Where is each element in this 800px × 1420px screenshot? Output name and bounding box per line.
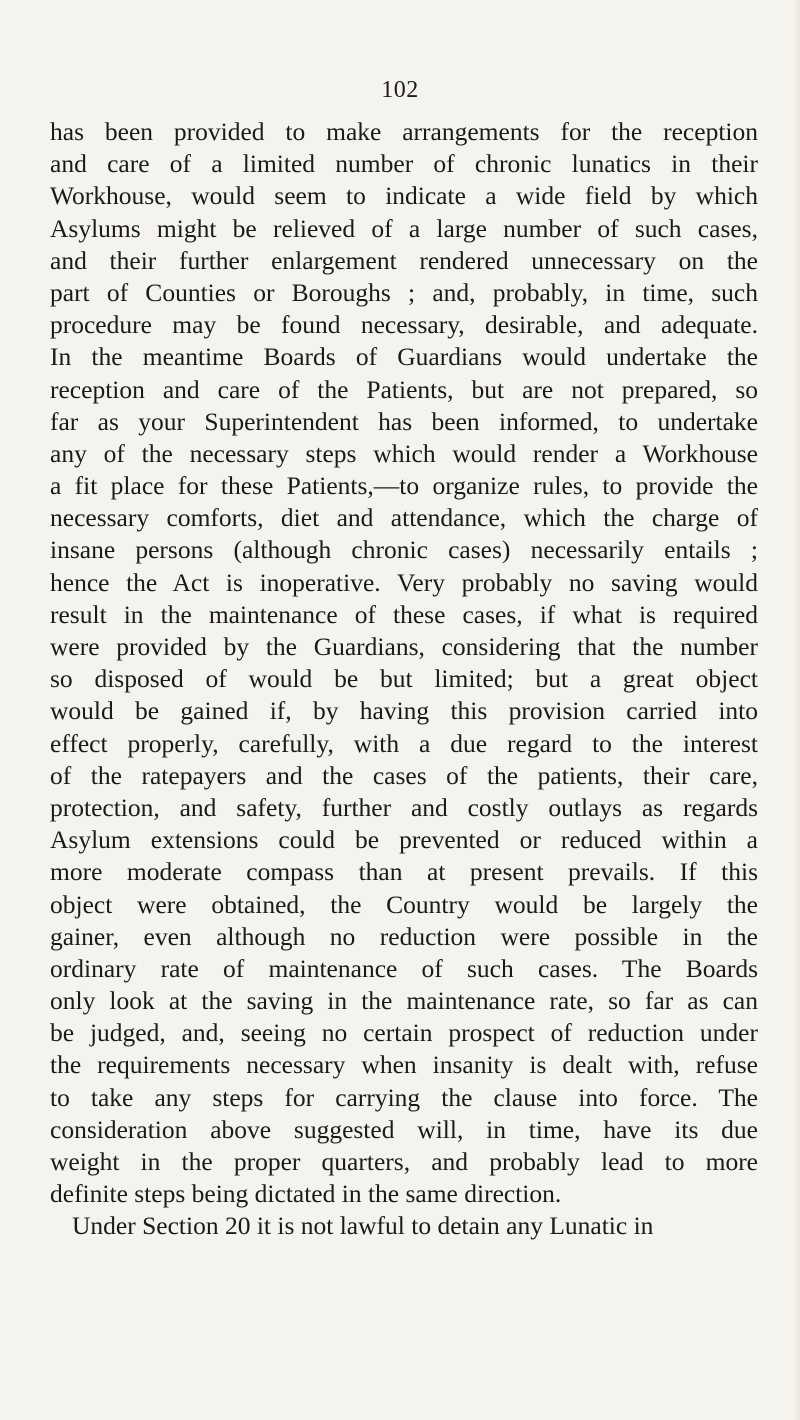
page-edge-shadow — [793, 0, 800, 1420]
text-line: more moderate compass than at present prevails. If this — [50, 857, 758, 887]
page-number: 102 — [381, 77, 419, 103]
text-line: to take any steps for carrying the clause into force. The — [50, 1082, 758, 1112]
text-line: protection, and safety, further and costly outlays as regards — [50, 792, 758, 822]
text-line: the requirements necessary when insanity is dealt with, refuse — [50, 1050, 758, 1080]
text-line: so disposed of would be but limited; but a great object — [50, 664, 758, 694]
text-line: insane persons (although chronic cases) necessarily entails ; — [50, 535, 758, 565]
text-line: any of the necessary steps which would render a Workhouse — [50, 438, 758, 468]
text-line: consideration above suggested will, in time, have its due — [50, 1114, 758, 1144]
text-line: of the ratepayers and the cases of the patients, their care, — [50, 760, 758, 790]
text-line: weight in the proper quarters, and probably lead to more — [50, 1147, 758, 1176]
text-line: effect properly, carefully, with a due regard to the interest — [50, 728, 758, 758]
text-line: object were obtained, the Country would be largely the — [50, 889, 758, 919]
text-line: Under Section 20 it is not lawful to detain any Lunatic in — [72, 1211, 654, 1241]
paragraph-2 — [50, 1210, 758, 1242]
text-line: be judged, and, seeing no certain prospect of reduction under — [50, 1018, 758, 1048]
text-line: would be gained if, by having this provision carried into — [50, 696, 758, 726]
body-text — [50, 116, 758, 1243]
text-line: a fit place for these Patients,—to organize rules, to provide the — [50, 471, 758, 501]
text-line: Workhouse, would seem to indicate a wide field by which — [50, 181, 758, 211]
text-line: In the meantime Boards of Guardians would undertake the — [50, 342, 758, 372]
text-line: has been provided to make arrangements for the reception — [50, 117, 758, 146]
text-line: hence the Act is inoperative. Very probably no saving would — [50, 567, 758, 597]
text-line: and their further enlargement rendered unnecessary on the — [50, 245, 758, 275]
text-line: ordinary rate of maintenance of such cases. The Boards — [50, 953, 758, 983]
text-line: only look at the saving in the maintenance rate, so far as can — [50, 986, 758, 1016]
text-line: reception and care of the Patients, but are not prepared, so — [50, 374, 758, 404]
text-line: procedure may be found necessary, desirable, and adequate. — [50, 310, 758, 340]
text-line: result in the maintenance of these cases, if what is required — [50, 599, 758, 629]
text-line: far as your Superintendent has been informed, to undertake — [50, 406, 758, 436]
text-line: definite steps being dictated in the same direction. — [50, 1179, 562, 1209]
text-line: part of Counties or Boroughs ; and, probably, in time, such — [50, 277, 758, 307]
text-line: Asylum extensions could be prevented or reduced within a — [50, 825, 758, 855]
text-line: were provided by the Guardians, considering that the number — [50, 632, 758, 661]
text-line: necessary comforts, diet and attendance, which the charge of — [50, 503, 758, 533]
text-line: Asylums might be relieved of a large number of such cases, — [50, 213, 758, 243]
text-line: gainer, even although no reduction were possible in the — [50, 921, 758, 951]
text-line: and care of a limited number of chronic lunatics in their — [50, 149, 758, 179]
paragraph-1 — [50, 116, 758, 1210]
